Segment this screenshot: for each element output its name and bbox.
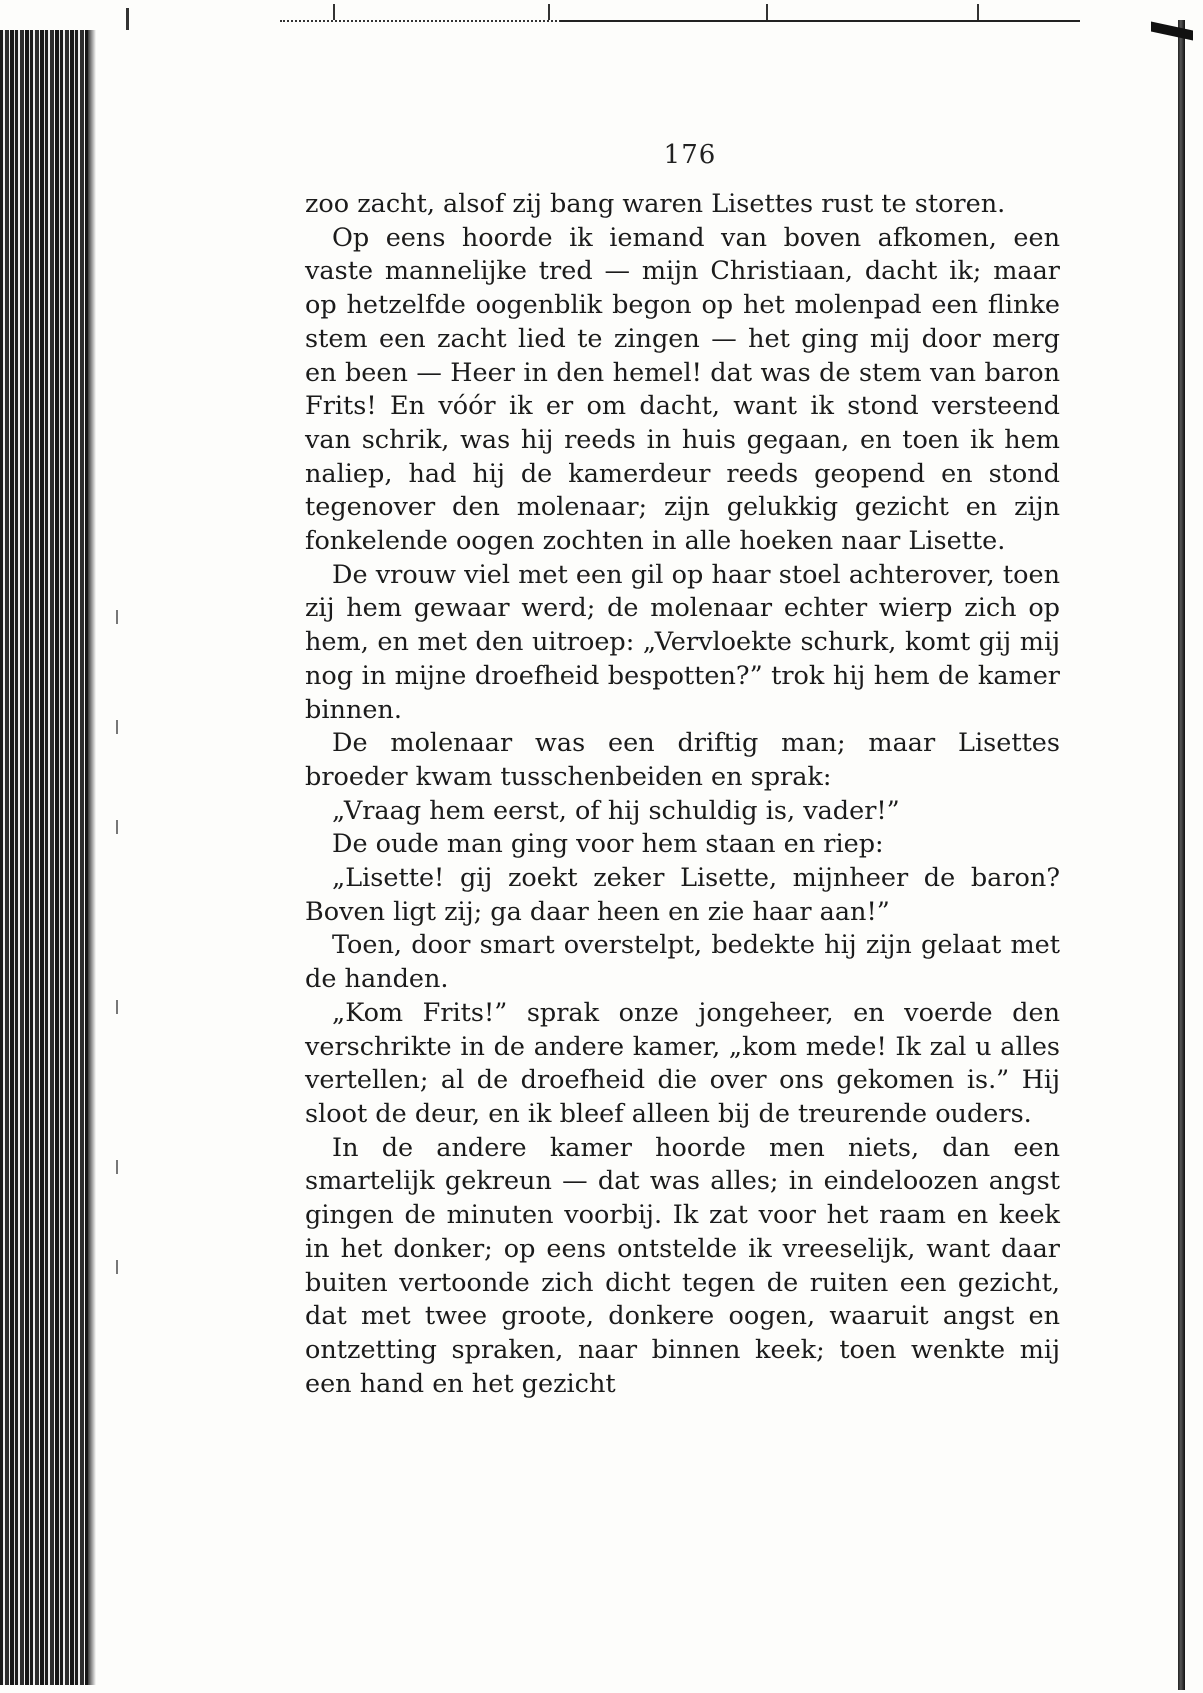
paragraph: Toen, door smart overstelpt, bedekte hij zijn gelaat met de handen.: [305, 930, 1060, 995]
body-text: [305, 188, 1060, 1401]
margin-speck: [116, 1000, 118, 1014]
top-tick-mark: [126, 8, 129, 30]
paragraph: Op eens hoorde ik iemand van boven afkomen, een vaste mannelijke tred — mijn Christiaan, dacht ik; maar op hetzelfde oogenblik begon op het molenpad een flinke stem een zacht lied te zingen — het ging mij door merg en been — Heer in den hemel! dat was de stem van baron Frits! En vóór ik er om dacht, want ik stond versteend van schrik, was hij reeds in huis gegaan, en toen ik hem naliep, had hij de kamerdeur reeds geopend en stond tegenover den molenaar; zijn gelukkig gezicht en zijn fonkelende oogen zochten in alle hoeken naar Lisette.: [305, 222, 1060, 557]
margin-speck: [116, 820, 118, 834]
book-binding-right-tab: [1151, 22, 1193, 41]
margin-speck: [116, 1160, 118, 1174]
margin-speck: [116, 720, 118, 734]
top-solid-rule: [560, 20, 1080, 22]
paragraph: „Kom Frits!” sprak onze jongeheer, en voerde den verschrikte in de andere kamer, „kom mede! Ik zal u alles vertellen; al de droefheid die over ons gekomen is.” Hij sloot de deur, en ik bleef alleen bij de treurende ouders.: [305, 997, 1060, 1129]
page-number: 176: [663, 140, 717, 170]
paragraph: „Vraag hem eerst, of hij schuldig is, vader!”: [332, 795, 900, 826]
paragraph: „Lisette! gij zoekt zeker Lisette, mijnheer de baron? Boven ligt zij; ga daar heen en zie haar aan!”: [305, 863, 1060, 927]
paragraph: In de andere kamer hoorde men niets, dan een smartelijk gekreun — dat was alles; in eindeloozen angst gingen de minuten voorbij. Ik zat voor het raam en keek in het donker; op eens ontstelde ik vreeselijk, want daar buiten vertoonde zich dicht tegen de ruiten een gezicht, dat met twee groote, donkere oogen, waaruit angst en ontzetting spraken, naar binnen keek; toen wenkte mij een hand en het gezicht: [305, 1132, 1060, 1399]
margin-speck: [116, 610, 118, 624]
paragraph: De oude man ging voor hem staan en riep:: [332, 829, 884, 860]
top-tick-mark: [977, 4, 979, 20]
top-tick-mark: [333, 4, 335, 20]
top-tick-mark: [766, 4, 768, 20]
top-tick-mark: [548, 4, 550, 20]
margin-speck: [116, 1260, 118, 1274]
paragraph: De molenaar was een driftig man; maar Lisettes broeder kwam tusschenbeiden en sprak:: [305, 728, 1060, 792]
paragraph: De vrouw viel met een gil op haar stoel achterover, toen zij hem gewaar werd; de molenaar echter wierp zich op hem, en met den uitroep: „Vervloekte schurk, komt gij mij nog in mijne droefheid bespotten?” trok hij hem de kamer binnen.: [305, 559, 1060, 725]
paragraph: zoo zacht, alsof zij bang waren Lisettes rust te storen.: [305, 189, 1006, 219]
book-binding-right-edge: [1178, 20, 1185, 1690]
book-binding-left-edge: [0, 30, 96, 1685]
